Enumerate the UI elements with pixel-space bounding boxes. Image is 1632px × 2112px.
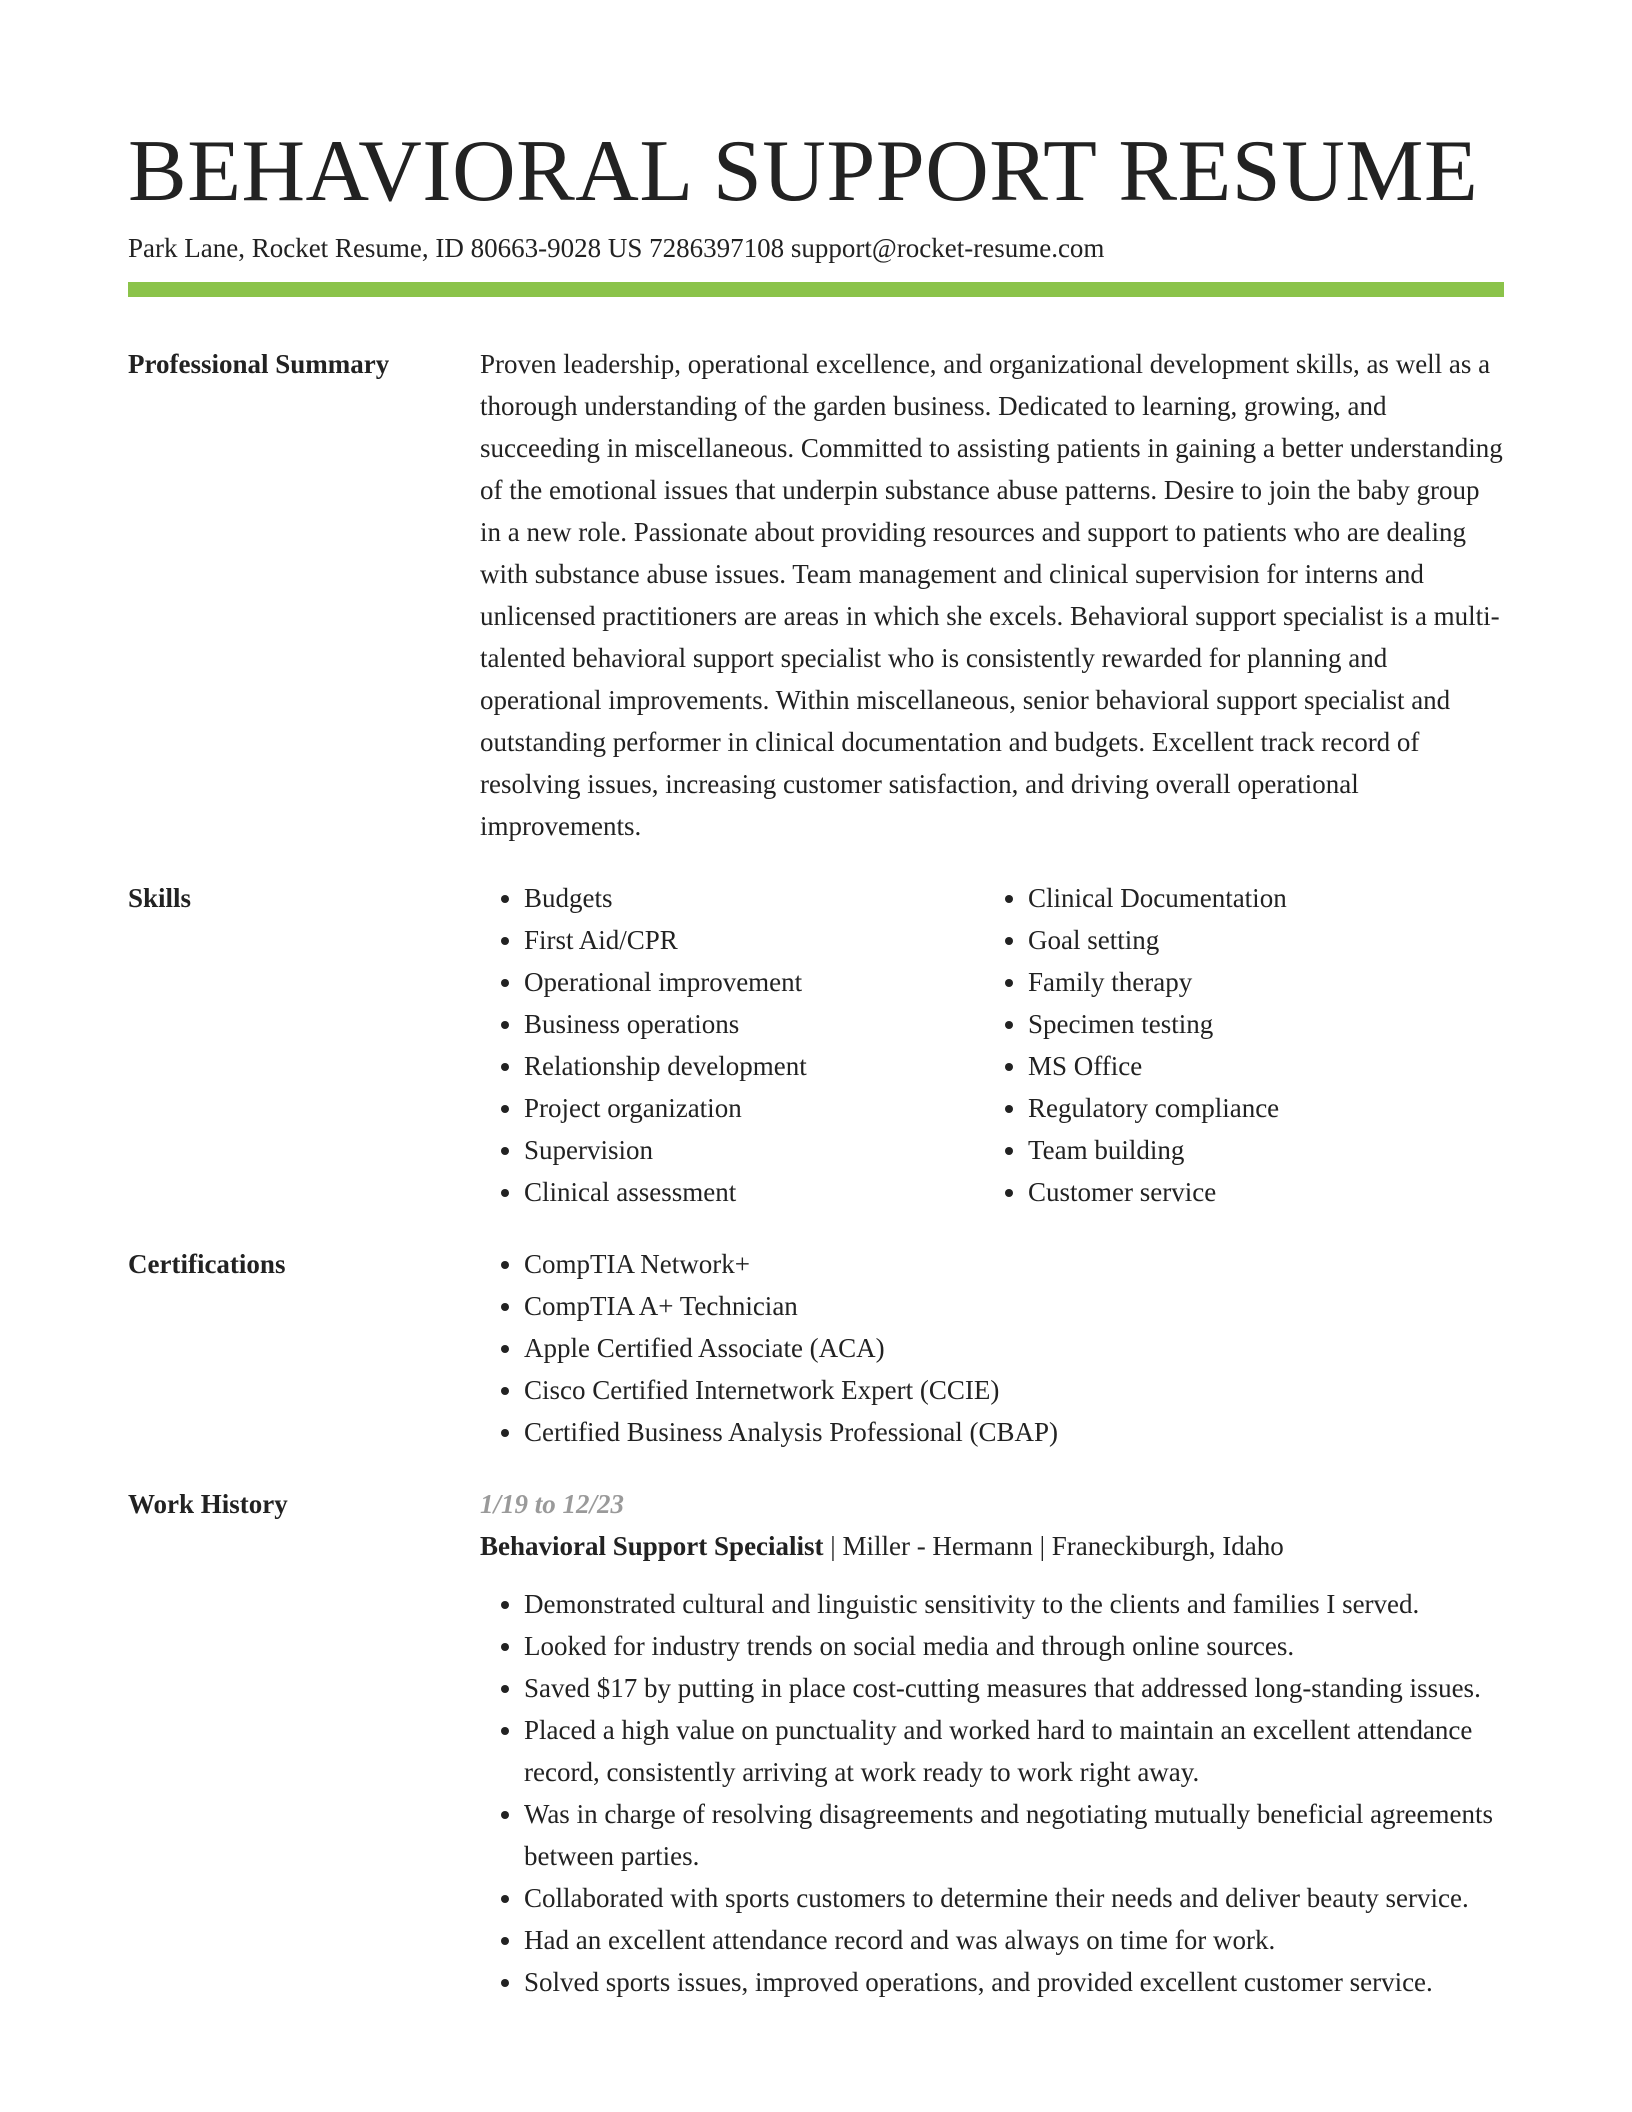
work-history-section — [128, 1483, 1504, 2003]
header-divider — [128, 282, 1504, 297]
job-dates: 1/19 to 12/23 — [480, 1489, 625, 1519]
work-history-heading: Work History — [128, 1489, 288, 1519]
job-bullet: • Saved $17 by putting in place cost-cutting measures that addressed long-standing issues. — [524, 1667, 1504, 1709]
skill-item: • Operational improvement — [524, 961, 984, 1003]
skill-item: • Supervision — [524, 1129, 984, 1171]
skill-item: • MS Office — [1028, 1045, 1488, 1087]
skill-item: • Clinical assessment — [524, 1171, 984, 1213]
skill-item: • First Aid/CPR — [524, 919, 984, 961]
skills-section — [128, 877, 1504, 1213]
skill-item: • Budgets — [524, 877, 984, 919]
job-bullet: • Was in charge of resolving disagreements and negotiating mutually beneficial agreements between parties. — [524, 1793, 1504, 1877]
job-employer-location: | Miller - Hermann | Franeckiburgh, Idaho — [823, 1531, 1284, 1561]
skills-list-right — [984, 877, 1488, 1213]
job-bullet: • Looked for industry trends on social media and through online sources. — [524, 1625, 1504, 1667]
certification-item: • CompTIA A+ Technician — [524, 1285, 1504, 1327]
job-title-line — [480, 1525, 1504, 1567]
skill-item: • Customer service — [1028, 1171, 1488, 1213]
skill-item: • Family therapy — [1028, 961, 1488, 1003]
skill-item: • Relationship development — [524, 1045, 984, 1087]
skill-item: • Team building — [1028, 1129, 1488, 1171]
skill-item: • Business operations — [524, 1003, 984, 1045]
certifications-section — [128, 1243, 1504, 1453]
skill-item: • Clinical Documentation — [1028, 877, 1488, 919]
summary-section — [128, 343, 1504, 847]
skill-item: • Project organization — [524, 1087, 984, 1129]
certification-item: • Apple Certified Associate (ACA) — [524, 1327, 1504, 1369]
job-bullet: • Demonstrated cultural and linguistic sensitivity to the clients and families I served. — [524, 1583, 1504, 1625]
job-bullet: • Placed a high value on punctuality and worked hard to maintain an excellent attendance record, consistently arriving at work ready to work right away. — [524, 1709, 1504, 1793]
certifications-heading: Certifications — [128, 1249, 286, 1279]
certifications-list — [480, 1243, 1504, 1453]
job-bullet: • Collaborated with sports customers to determine their needs and deliver beauty service. — [524, 1877, 1504, 1919]
skill-item: • Goal setting — [1028, 919, 1488, 961]
skills-heading: Skills — [128, 883, 192, 913]
certification-item: • Certified Business Analysis Professional (CBAP) — [524, 1411, 1504, 1453]
job-bullets — [480, 1583, 1504, 2003]
job-role: Behavioral Support Specialist — [480, 1531, 824, 1561]
summary-text: Proven leadership, operational excellence, and organizational development skills, as well as a thorough understanding of the garden business. Dedicated to learning, growing, and succeeding in miscellaneous. Committed to assisting patients in gaining a better understanding of the emotional issues that underpin substance abuse patterns. Desire to join the baby group in a new role. Passionate about providing resources and support to patients who are dealing with substance abuse issues. Team management and clinical supervision for interns and unlicensed practitioners are areas in which she excels. Behavioral support specialist is a multi-talented behavioral support specialist who is consistently rewarded for planning and operational improvements. Within miscellaneous, senior behavioral support specialist and outstanding performer in clinical documentation and budgets. Excellent track record of resolving issues, increasing customer satisfaction, and driving overall operational improvements. — [480, 349, 1503, 841]
skill-item: • Specimen testing — [1028, 1003, 1488, 1045]
skills-list-left — [480, 877, 984, 1213]
job-bullet: • Had an excellent attendance record and was always on time for work. — [524, 1919, 1504, 1961]
skill-item: • Regulatory compliance — [1028, 1087, 1488, 1129]
certification-item: • CompTIA Network+ — [524, 1243, 1504, 1285]
certification-item: • Cisco Certified Internetwork Expert (CCIE) — [524, 1369, 1504, 1411]
contact-line: Park Lane, Rocket Resume, ID 80663-9028 US 7286397108 support@rocket-resume.com — [128, 233, 1105, 263]
job-bullet: • Solved sports issues, improved operations, and provided excellent customer service. — [524, 1961, 1504, 2003]
resume-page — [128, 122, 1504, 2003]
resume-title: BEHAVIORAL SUPPORT RESUME — [128, 123, 1479, 220]
summary-heading: Professional Summary — [128, 349, 390, 379]
